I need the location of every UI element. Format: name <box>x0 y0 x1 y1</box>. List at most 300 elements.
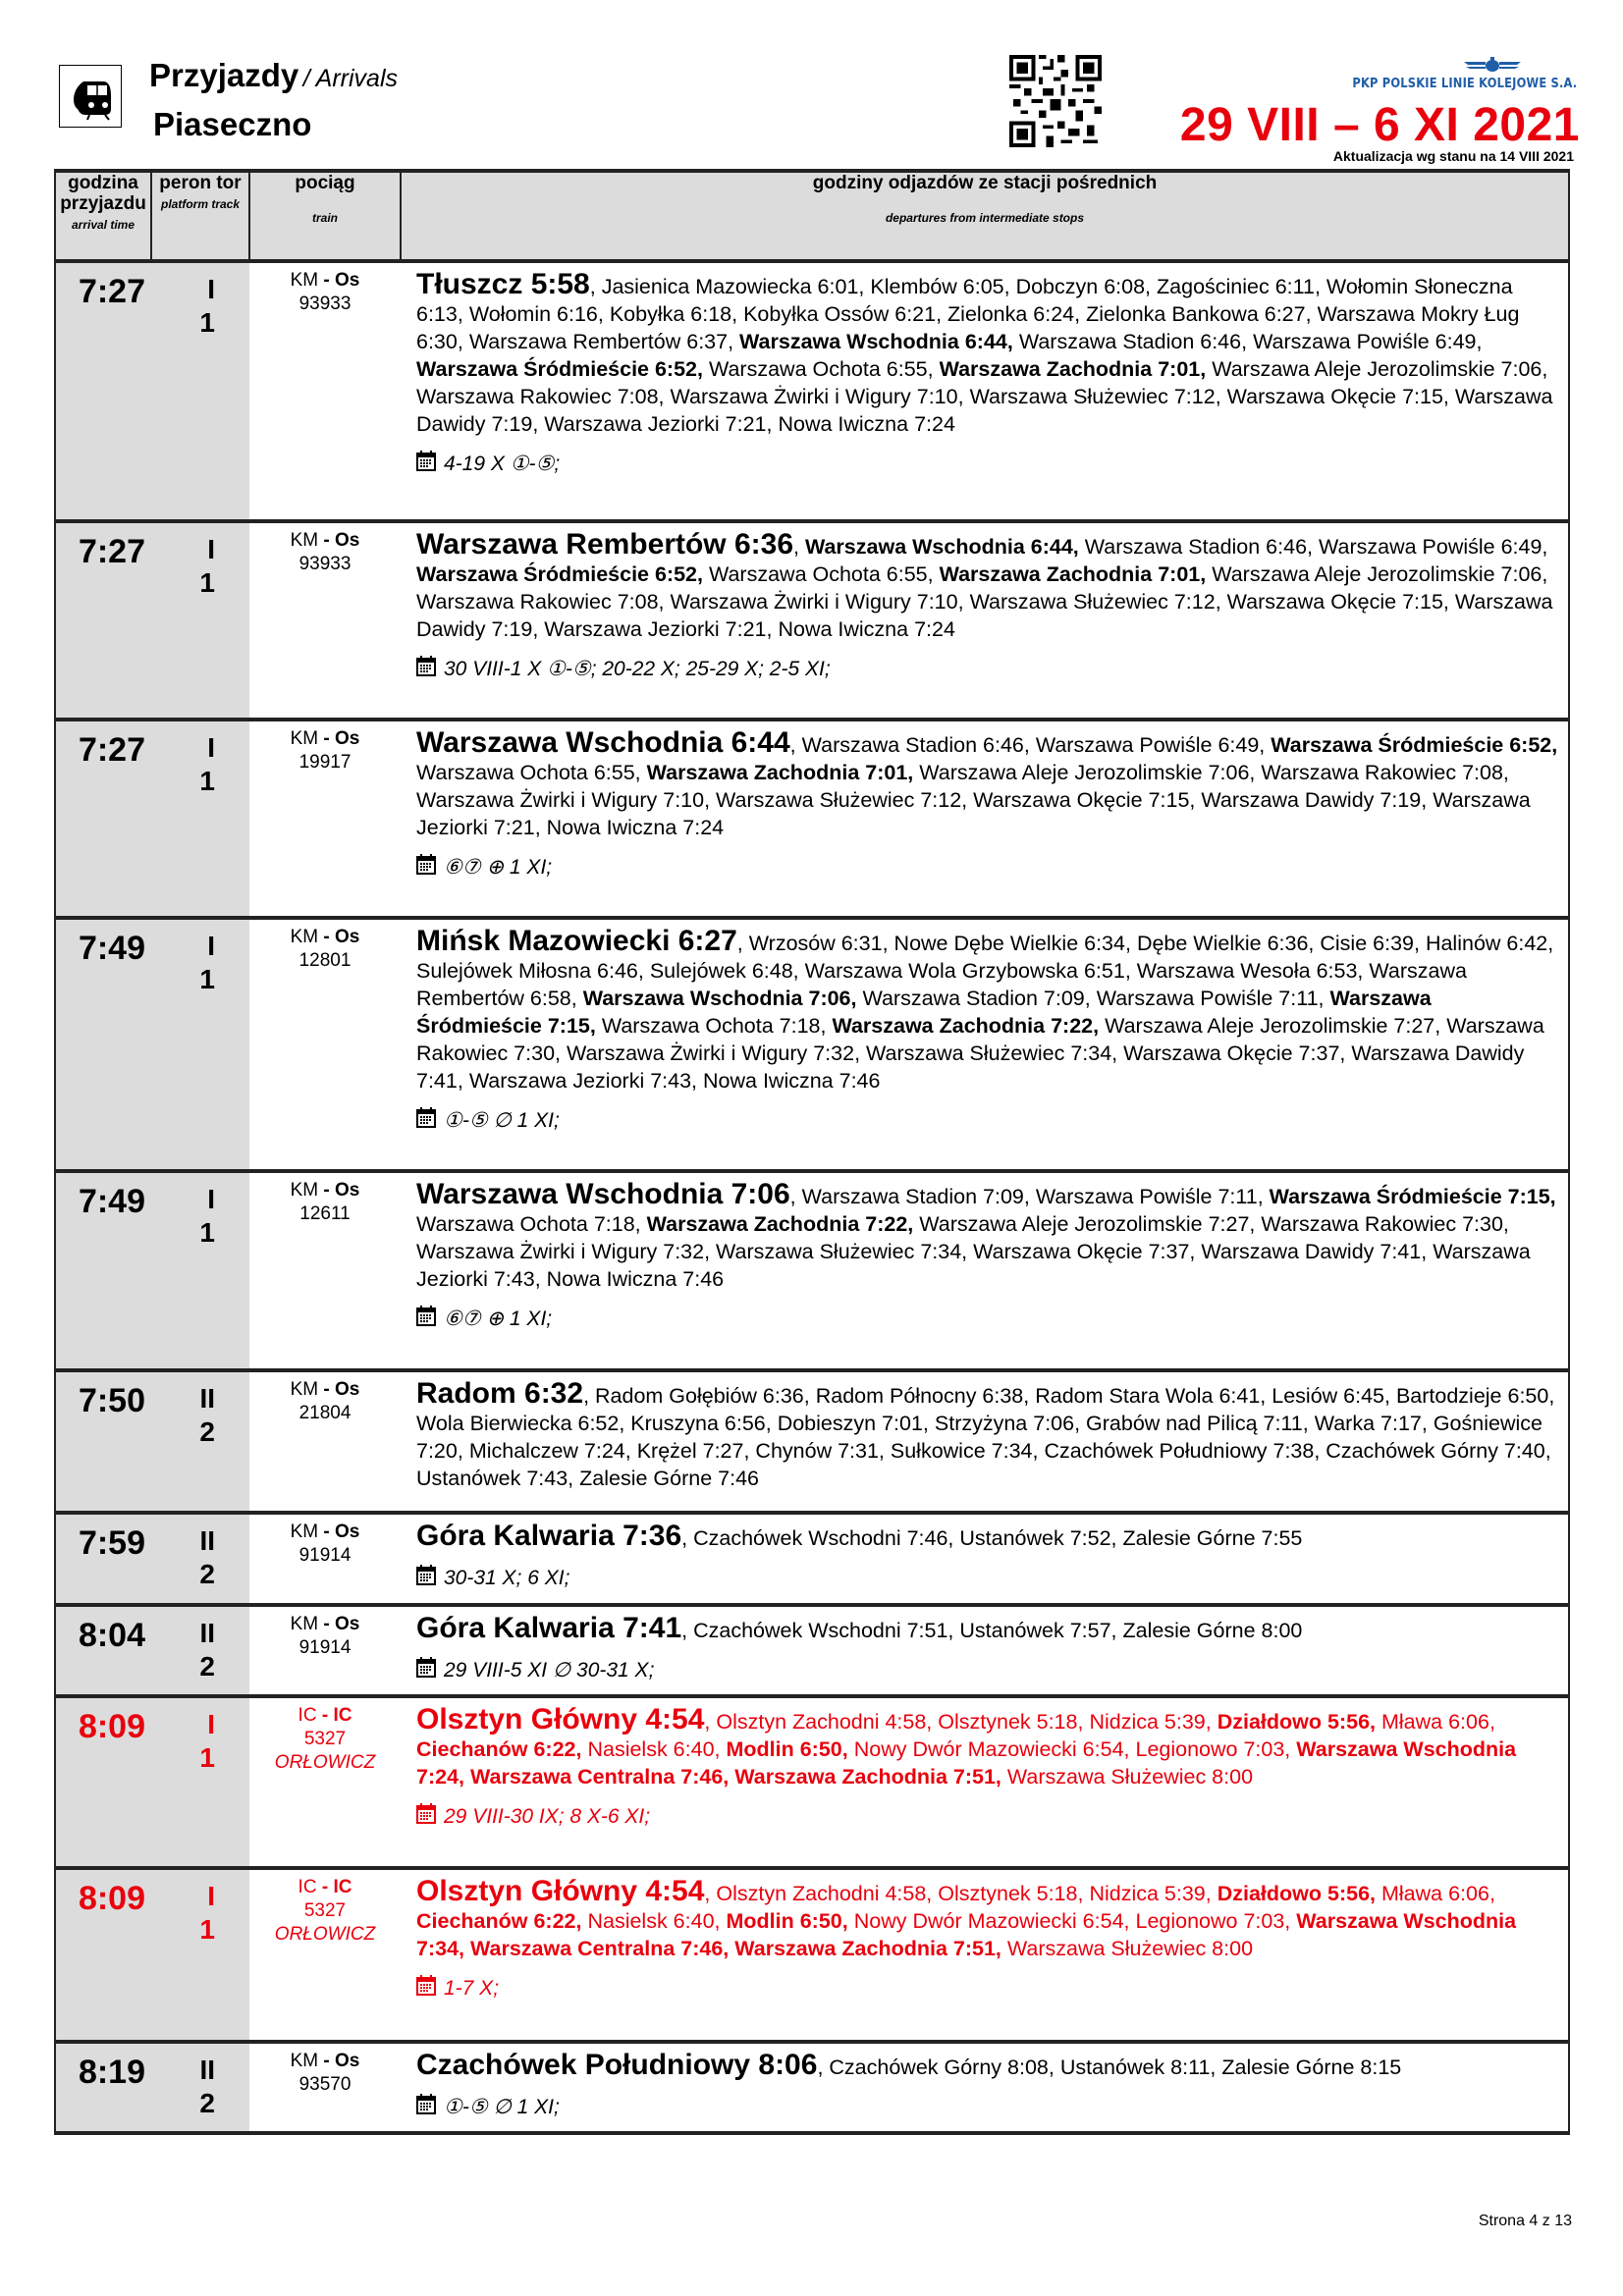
route <box>401 1513 1569 1605</box>
stop: Nowe Dębe Wielkie 6:34, <box>893 932 1131 955</box>
train-number: 12611 <box>299 1203 351 1224</box>
stop: Olsztyn Zachodni 4:58, <box>716 1710 933 1734</box>
stop: Warszawa Jeziorki 7:21, <box>416 788 1531 839</box>
stop: Radom Gołębiów 6:36, <box>595 1384 810 1408</box>
days-text: 29 VIII-30 IX; 8 X-6 XI; <box>444 1804 651 1828</box>
stop: Warszawa Jeziorki 7:43, <box>416 1240 1531 1291</box>
stop: Mława 6:06, <box>1381 1710 1495 1734</box>
train-category: KM - Os <box>290 927 360 947</box>
platform: I <box>207 274 215 304</box>
qr-code <box>1009 55 1102 147</box>
train-name: ORŁOWICZ <box>274 1752 376 1773</box>
stops-list: Olsztyn Główny 4:54, Olsztyn Zachodni 4:58, Olsztynek 5:18, Nidzica 5:39, Działdowo 5:56, Mława 6:06, Ciechanów 6:22, Nasielsk 6:40, Modlin 6:50, Nowy Dwór Mazowiecki 6:54, Legionowo 7:03, Warszawa Wschodnia 7:34, Warszawa Centralna 7:46, Warszawa Zachodnia 7:51, Warszawa Służewiec 8:00 <box>416 1875 1517 1960</box>
platform: II <box>199 1383 215 1414</box>
platform-track <box>151 1868 249 2042</box>
track: 2 <box>199 2088 215 2118</box>
arrival-time: 7:49 <box>55 918 151 1171</box>
stop: Zalesie Górne 7:55 <box>1122 1526 1303 1550</box>
title-en: / Arrivals <box>302 65 399 92</box>
column-header-train: pociąg train <box>249 171 401 261</box>
train-info <box>249 2042 401 2133</box>
stop: Radom Stara Wola 6:41, <box>1035 1384 1267 1408</box>
days-text: ⑥⑦ ⊕ 1 XI; <box>444 855 553 879</box>
origin-stop: Warszawa Rembertów 6:36 <box>416 528 794 561</box>
stop: Warszawa Rakowiec 7:08, <box>416 385 665 408</box>
stop: Kobyłka Ossów 6:21, <box>743 302 943 326</box>
operating-days <box>416 450 1558 478</box>
stop: Warszawa Służewiec 7:34, <box>716 1240 968 1263</box>
train-category: KM - Os <box>290 1180 360 1201</box>
origin-stop: Olsztyn Główny 4:54 <box>416 1875 705 1907</box>
stops-list: Góra Kalwaria 7:36, Czachówek Wschodni 7:46, Ustanówek 7:52, Zalesie Górne 7:55 <box>416 1520 1303 1552</box>
brand-name: PKP POLSKIE LINIE KOLEJOWE S.A. <box>1352 76 1577 91</box>
calendar-icon <box>416 2093 436 2121</box>
stop: Legionowo 7:03, <box>1135 1737 1291 1761</box>
stops-list: Warszawa Wschodnia 7:06, Warszawa Stadion 7:09, Warszawa Powiśle 7:11, Warszawa Śródmieście 7:15, Warszawa Ochota 7:18, Warszawa Zachodnia 7:22, Warszawa Aleje Jerozolimskie 7:27, Warszawa Rakowiec 7:30, Warszawa Żwirki i Wigury 7:32, Warszawa Służewiec 7:34, Warszawa Okęcie 7:37, Warszawa Dawidy 7:41, Warszawa Jeziorki 7:43, Nowa Iwiczna 7:46 <box>416 1178 1556 1291</box>
stop: Warszawa Żwirki i Wigury 7:10, <box>416 788 711 812</box>
stop: Legionowo 7:03, <box>1135 1909 1291 1933</box>
stop: Warszawa Aleje Jerozolimskie 7:06, <box>1212 562 1548 586</box>
stop: Warszawa Rakowiec 7:30, <box>1261 1212 1509 1236</box>
operating-days <box>416 1305 1558 1333</box>
train-info <box>249 521 401 720</box>
train-number: 91914 <box>298 1637 352 1658</box>
stop: Klembów 6:05, <box>870 275 1010 298</box>
stop: Warszawa Aleje Jerozolimskie 7:27, <box>1105 1014 1441 1038</box>
column-header-platform: peron tor platform track <box>151 171 249 261</box>
train-number: 93570 <box>298 2074 352 2095</box>
stop: Wołomin Słoneczna 6:13, <box>416 275 1513 326</box>
stop: Strzyżyna 7:06, <box>934 1412 1081 1435</box>
stop: Modlin 6:50, <box>726 1737 848 1761</box>
operating-days <box>416 1564 1558 1592</box>
column-header-intermediate-stops: godziny odjazdów ze stacji pośrednich departures from intermediate stops <box>401 171 1569 261</box>
table-row <box>55 2042 1569 2133</box>
stop: Warszawa Stadion 6:46, <box>1018 330 1248 353</box>
stop: Warszawa Zachodnia 7:22, <box>832 1014 1100 1038</box>
train-number: 12801 <box>298 950 352 971</box>
origin-stop: Tłuszcz 5:58 <box>416 268 590 300</box>
stop: Wrzosów 6:31, <box>748 932 889 955</box>
calendar-icon <box>416 1564 436 1592</box>
days-text: ①-⑤ ∅ 1 XI; <box>444 2095 560 2118</box>
calendar-icon <box>416 1656 436 1684</box>
stop: Warszawa Okęcie 7:15, <box>973 788 1196 812</box>
stop: Dobczyn 6:08, <box>1015 275 1152 298</box>
platform: I <box>207 1184 215 1214</box>
platform-track <box>151 1605 249 1696</box>
arrival-time: 8:19 <box>55 2042 151 2133</box>
origin-stop: Czachówek Południowy 8:06 <box>416 2049 818 2081</box>
stop: Nowa Iwiczna 7:46 <box>703 1069 881 1093</box>
route <box>401 918 1569 1171</box>
operating-days <box>416 1656 1558 1684</box>
stop: Warszawa Zachodnia 7:01, <box>939 562 1207 586</box>
origin-stop: Góra Kalwaria 7:41 <box>416 1612 682 1644</box>
stop: Warszawa Żwirki i Wigury 7:10, <box>670 385 964 408</box>
stop: Warszawa Śródmieście 6:52, <box>416 562 703 586</box>
stop: Warszawa Powiśle 7:11, <box>1035 1185 1264 1208</box>
stop: Wołomin 6:16, <box>468 302 604 326</box>
stop: Warszawa Aleje Jerozolimskie 7:27, <box>919 1212 1256 1236</box>
stop: Jasienica Mazowiecka 6:01, <box>601 275 865 298</box>
train-info <box>249 1171 401 1370</box>
platform-track <box>151 521 249 720</box>
train-info <box>249 1605 401 1696</box>
stop: Kruszyna 6:56, <box>630 1412 772 1435</box>
platform: I <box>207 1709 215 1739</box>
train-info <box>249 1868 401 2042</box>
platform: I <box>207 1881 215 1911</box>
train-number: 21804 <box>298 1403 352 1423</box>
stop: Warszawa Ochota 6:55, <box>416 761 641 784</box>
track: 1 <box>199 1742 215 1773</box>
stop: Warszawa Okęcie 7:37, <box>973 1240 1196 1263</box>
stop: Warszawa Wschodnia 7:24, <box>416 1737 1517 1789</box>
platform: II <box>199 1525 215 1556</box>
stop: Warszawa Ochota 6:55, <box>708 562 934 586</box>
platform-track <box>151 1171 249 1370</box>
train-category: KM - Os <box>290 530 360 551</box>
validity-period: 29 VIII – 6 XI 2021 <box>1179 99 1580 151</box>
stops-list: Góra Kalwaria 7:41, Czachówek Wschodni 7:51, Ustanówek 7:57, Zalesie Górne 8:00 <box>416 1612 1303 1644</box>
stop: Warszawa Żwirki i Wigury 7:10, <box>670 590 964 614</box>
train-info <box>249 1370 401 1513</box>
train-name: ORŁOWICZ <box>274 1924 376 1945</box>
platform: I <box>207 534 215 564</box>
arrival-time: 8:04 <box>55 1605 151 1696</box>
track: 1 <box>199 1217 215 1248</box>
stop: Olsztyn Zachodni 4:58, <box>716 1882 933 1905</box>
train-number: 19917 <box>298 752 352 773</box>
stop: Działdowo 5:56, <box>1217 1710 1377 1734</box>
stop: Warszawa Wschodnia 7:34, <box>416 1909 1517 1960</box>
stop: Sulejówek 6:48, <box>649 959 799 983</box>
stop: Warszawa Dawidy 7:19, <box>416 385 1553 436</box>
arrival-time: 7:27 <box>55 261 151 521</box>
stop: Warszawa Wola Grzybowska 6:51, <box>804 959 1131 983</box>
operating-days <box>416 1106 1558 1135</box>
stop: Sulejówek Miłosna 6:46, <box>416 959 644 983</box>
route <box>401 1696 1569 1868</box>
stop: Warszawa Powiśle 6:49, <box>1319 535 1548 559</box>
stop: Nowa Iwiczna 7:24 <box>778 617 955 641</box>
origin-stop: Mińsk Mazowiecki 6:27 <box>416 925 737 957</box>
origin-stop: Radom 6:32 <box>416 1377 584 1410</box>
stop: Warszawa Mokry Ług 6:30, <box>416 302 1520 353</box>
operating-days <box>416 853 1558 881</box>
stop: Ustanówek 7:43, <box>416 1467 574 1490</box>
track: 1 <box>199 964 215 994</box>
stop: Nowa Iwiczna 7:24 <box>778 412 955 436</box>
table-header-row <box>55 171 1569 261</box>
stops-list: Czachówek Południowy 8:06, Czachówek Górny 8:08, Ustanówek 8:11, Zalesie Górne 8:15 <box>416 2049 1402 2081</box>
train-category: IC - IC <box>298 1877 352 1897</box>
days-text: 1-7 X; <box>444 1976 500 2000</box>
stops-list: Mińsk Mazowiecki 6:27, Wrzosów 6:31, Nowe Dębe Wielkie 6:34, Dębe Wielkie 6:36, Cisie 6:39, Halinów 6:42, Sulejówek Miłosna 6:46, Sulejówek 6:48, Warszawa Wola Grzybowska 6:51, Warszawa Wesoła 6:53, Warszawa Rembertów 6:58, Warszawa Wschodnia 7:06, Warszawa Stadion 7:09, Warszawa Powiśle 7:11, Warszawa Śródmieście 7:15, Warszawa Ochota 7:18, Warszawa Zachodnia 7:22, Warszawa Aleje Jerozolimskie 7:27, Warszawa Rakowiec 7:30, Warszawa Żwirki i Wigury 7:32, Warszawa Służewiec 7:34, Warszawa Okęcie 7:37, Warszawa Dawidy 7:41, Warszawa Jeziorki 7:43, Nowa Iwiczna 7:46 <box>416 925 1554 1093</box>
stop: Ciechanów 6:22, <box>416 1737 582 1761</box>
stop: Radom Północny 6:38, <box>815 1384 1030 1408</box>
stop: Dobieszyn 7:01, <box>777 1412 929 1435</box>
pkp-logo-icon <box>1462 56 1523 74</box>
route <box>401 1370 1569 1513</box>
calendar-icon <box>416 853 436 881</box>
stop: Sułkowice 7:34, <box>890 1439 1039 1463</box>
stop: Zielonka 6:24, <box>947 302 1081 326</box>
stop: Nowa Iwiczna 7:24 <box>546 816 725 839</box>
stop: Czachówek Południowy 7:38, <box>1044 1439 1321 1463</box>
stop: Warszawa Stadion 6:46, <box>1084 535 1314 559</box>
stop: Warszawa Służewiec 7:12, <box>716 788 968 812</box>
days-text: 29 VIII-5 XI ∅ 30-31 X; <box>444 1658 655 1682</box>
train-number: 5327 <box>303 1729 347 1749</box>
train-category: KM - Os <box>290 2051 360 2071</box>
calendar-icon <box>416 1106 436 1135</box>
stop: Wola Bierwiecka 6:52, <box>416 1412 625 1435</box>
stops-list: Warszawa Wschodnia 6:44, Warszawa Stadion 6:46, Warszawa Powiśle 6:49, Warszawa Śródmieście 6:52, Warszawa Ochota 6:55, Warszawa Zachodnia 7:01, Warszawa Aleje Jerozolimskie 7:06, Warszawa Rakowiec 7:08, Warszawa Żwirki i Wigury 7:10, Warszawa Służewiec 7:12, Warszawa Okęcie 7:15, Warszawa Dawidy 7:19, Warszawa Jeziorki 7:21, Nowa Iwiczna 7:24 <box>416 726 1558 839</box>
train-category: KM - Os <box>290 1614 360 1634</box>
platform-track <box>151 1696 249 1868</box>
stop: Warszawa Rakowiec 7:30, <box>416 1014 1544 1065</box>
stop: Grabów nad Pilicą 7:11, <box>1086 1412 1309 1435</box>
stop: Warszawa Dawidy 7:19, <box>1201 788 1428 812</box>
stop: Bartodzieje 6:50, <box>1395 1384 1555 1408</box>
stop: Warszawa Okęcie 7:37, <box>1123 1041 1346 1065</box>
title-pl: Przyjazdy <box>149 57 299 93</box>
page-title <box>149 57 398 94</box>
stop: Nowy Dwór Mazowiecki 6:54, <box>853 1909 1130 1933</box>
stop: Warszawa Śródmieście 6:52, <box>1271 733 1558 757</box>
stop: Chynów 7:31, <box>755 1439 885 1463</box>
stop: Warszawa Ochota 6:55, <box>708 357 934 381</box>
train-number: 93933 <box>298 294 352 314</box>
origin-stop: Olsztyn Główny 4:54 <box>416 1703 705 1735</box>
table-row <box>55 521 1569 720</box>
stop: Warszawa Dawidy 7:41, <box>1201 1240 1428 1263</box>
stop: Warszawa Powiśle 6:49, <box>1035 733 1266 757</box>
stop: Nidzica 5:39, <box>1089 1882 1212 1905</box>
platform: I <box>207 732 215 763</box>
stop: Dębe Wielkie 6:36, <box>1136 932 1315 955</box>
train-category: IC - IC <box>298 1705 352 1726</box>
train-category: KM - Os <box>290 1522 360 1542</box>
train-category: KM - Os <box>290 270 360 291</box>
stop: Ciechanów 6:22, <box>416 1909 582 1933</box>
stop: Warszawa Jeziorki 7:21, <box>544 617 773 641</box>
train-info <box>249 720 401 918</box>
stop: Nowa Iwiczna 7:46 <box>546 1267 725 1291</box>
train-number: 93933 <box>298 554 352 574</box>
stop: Warszawa Centralna 7:46, <box>470 1937 730 1960</box>
stop: Warszawa Powiśle 7:11, <box>1096 987 1325 1010</box>
days-text: 30-31 X; 6 XI; <box>444 1566 570 1589</box>
arrival-time: 8:09 <box>55 1696 151 1868</box>
stop: Warszawa Zachodnia 7:01, <box>939 357 1207 381</box>
column-header-arrival-time: godzina przyjazdu arrival time <box>55 171 151 261</box>
stop: Olsztynek 5:18, <box>938 1882 1084 1905</box>
track: 1 <box>199 567 215 598</box>
table-row <box>55 1696 1569 1868</box>
calendar-icon <box>416 655 436 683</box>
stop: Michalczew 7:24, <box>468 1439 631 1463</box>
calendar-icon <box>416 1305 436 1333</box>
station-name: Piaseczno <box>153 106 312 142</box>
table-row <box>55 1868 1569 2042</box>
stops-list: Warszawa Rembertów 6:36, Warszawa Wschodnia 6:44, Warszawa Stadion 6:46, Warszawa Powiśle 6:49, Warszawa Śródmieście 6:52, Warszawa Ochota 6:55, Warszawa Zachodnia 7:01, Warszawa Aleje Jerozolimskie 7:06, Warszawa Rakowiec 7:08, Warszawa Żwirki i Wigury 7:10, Warszawa Służewiec 7:12, Warszawa Okęcie 7:15, Warszawa Dawidy 7:19, Warszawa Jeziorki 7:21, Nowa Iwiczna 7:24 <box>416 528 1553 641</box>
days-text: ⑥⑦ ⊕ 1 XI; <box>444 1307 553 1330</box>
stop: Ustanówek 8:11, <box>1059 2056 1217 2079</box>
stop: Nidzica 5:39, <box>1089 1710 1212 1734</box>
stop: Warszawa Dawidy 7:19, <box>416 590 1553 641</box>
stop: Czachówek Wschodni 7:51, <box>693 1619 954 1642</box>
stop: Warszawa Żwirki i Wigury 7:32, <box>416 1240 711 1263</box>
train-info <box>249 1513 401 1605</box>
platform-track <box>151 2042 249 2133</box>
update-note: Aktualizacja wg stanu na 14 VIII 2021 <box>1332 148 1574 164</box>
stop: Warszawa Aleje Jerozolimskie 7:06, <box>1212 357 1548 381</box>
stop: Zalesie Górne 8:00 <box>1122 1619 1303 1642</box>
days-text: ①-⑤ ∅ 1 XI; <box>444 1108 560 1132</box>
table-row <box>55 1370 1569 1513</box>
stop: Lesiów 6:45, <box>1271 1384 1390 1408</box>
stop: Warszawa Rakowiec 7:08, <box>1261 761 1509 784</box>
arrival-time: 7:50 <box>55 1370 151 1513</box>
train-number: 91914 <box>298 1545 352 1566</box>
table-row <box>55 918 1569 1171</box>
calendar-icon <box>416 450 436 478</box>
stop: Warszawa Żwirki i Wigury 7:32, <box>566 1041 861 1065</box>
stop: Warszawa Stadion 6:46, <box>801 733 1030 757</box>
stop: Warszawa Służewiec 7:34, <box>866 1041 1118 1065</box>
stop: Halinów 6:42, <box>1425 932 1554 955</box>
stop: Warka 7:17, <box>1314 1412 1428 1435</box>
stop: Cisie 6:39, <box>1320 932 1420 955</box>
arrivals-table <box>54 169 1570 2135</box>
stop: Czachówek Górny 7:40, <box>1325 1439 1551 1463</box>
route <box>401 2042 1569 2133</box>
stop: Czachówek Górny 8:08, <box>829 2056 1055 2079</box>
stop: Warszawa Okęcie 7:15, <box>1226 385 1449 408</box>
stop: Warszawa Powiśle 6:49, <box>1253 330 1483 353</box>
stop: Warszawa Śródmieście 7:15, <box>416 987 1432 1038</box>
train-number: 5327 <box>303 1900 347 1921</box>
stop: Warszawa Wschodnia 6:44, <box>804 535 1079 559</box>
stop: Warszawa Zachodnia 7:01, <box>646 761 914 784</box>
stop: Warszawa Wschodnia 6:44, <box>739 330 1013 353</box>
stop: Zagościniec 6:11, <box>1157 275 1321 298</box>
stop: Warszawa Służewiec 7:12, <box>969 385 1221 408</box>
stop: Warszawa Jeziorki 7:21, <box>544 412 773 436</box>
train-info <box>249 918 401 1171</box>
stop: Warszawa Stadion 7:09, <box>862 987 1091 1010</box>
operating-days <box>416 1974 1558 2002</box>
train-info <box>249 1696 401 1868</box>
stop: Warszawa Rakowiec 7:08, <box>416 590 665 614</box>
stop: Nasielsk 6:40, <box>587 1909 721 1933</box>
table-row <box>55 1605 1569 1696</box>
stop: Działdowo 5:56, <box>1217 1882 1377 1905</box>
calendar-icon <box>416 1974 436 2002</box>
stop: Warszawa Ochota 7:18, <box>416 1212 641 1236</box>
stop: Ustanówek 7:57, <box>959 1619 1117 1642</box>
stops-list: Radom 6:32, Radom Gołębiów 6:36, Radom Północny 6:38, Radom Stara Wola 6:41, Lesiów 6:45, Bartodzieje 6:50, Wola Bierwiecka 6:52, Kruszyna 6:56, Dobieszyn 7:01, Strzyżyna 7:06, Grabów nad Pilicą 7:11, Warka 7:17, Gośniewice 7:20, Michalczew 7:24, Krężel 7:27, Chynów 7:31, Sułkowice 7:34, Czachówek Południowy 7:38, Czachówek Górny 7:40, Ustanówek 7:43, Zalesie Górne 7:46 <box>416 1377 1555 1490</box>
train-front-icon <box>59 65 122 128</box>
stop: Olsztynek 5:18, <box>938 1710 1084 1734</box>
stop: Warszawa Okęcie 7:15, <box>1226 590 1449 614</box>
stop: Zielonka Bankowa 6:27, <box>1086 302 1312 326</box>
stop: Warszawa Centralna 7:46, <box>470 1765 730 1789</box>
origin-stop: Warszawa Wschodnia 7:06 <box>416 1178 790 1210</box>
stop: Czachówek Wschodni 7:46, <box>693 1526 954 1550</box>
platform: II <box>199 1618 215 1648</box>
origin-stop: Góra Kalwaria 7:36 <box>416 1520 682 1552</box>
arrival-time: 7:49 <box>55 1171 151 1370</box>
track: 1 <box>199 307 215 338</box>
platform: II <box>199 2055 215 2085</box>
track: 2 <box>199 1651 215 1682</box>
stop: Warszawa Dawidy 7:41, <box>416 1041 1525 1093</box>
stop: Krężel 7:27, <box>636 1439 750 1463</box>
stop: Warszawa Zachodnia 7:51, <box>734 1937 1001 1960</box>
track: 2 <box>199 1416 215 1447</box>
stop: Warszawa Zachodnia 7:22, <box>646 1212 914 1236</box>
operating-days <box>416 655 1558 683</box>
stop: Warszawa Aleje Jerozolimskie 7:06, <box>919 761 1256 784</box>
stop: Modlin 6:50, <box>726 1909 848 1933</box>
train-category: KM - Os <box>290 1379 360 1400</box>
stop: Warszawa Wschodnia 7:06, <box>582 987 857 1010</box>
arrival-time: 8:09 <box>55 1868 151 2042</box>
route <box>401 521 1569 720</box>
days-text: 4-19 X ①-⑤; <box>444 452 561 475</box>
route <box>401 261 1569 521</box>
stop: Warszawa Zachodnia 7:51, <box>734 1765 1001 1789</box>
stop: Warszawa Rembertów 6:58, <box>416 959 1467 1010</box>
stop: Warszawa Wesoła 6:53, <box>1136 959 1364 983</box>
stops-list: Olsztyn Główny 4:54, Olsztyn Zachodni 4:58, Olsztynek 5:18, Nidzica 5:39, Działdowo 5:56, Mława 6:06, Ciechanów 6:22, Nasielsk 6:40, Modlin 6:50, Nowy Dwór Mazowiecki 6:54, Legionowo 7:03, Warszawa Wschodnia 7:24, Warszawa Centralna 7:46, Warszawa Zachodnia 7:51, Warszawa Służewiec 8:00 <box>416 1703 1517 1789</box>
origin-stop: Warszawa Wschodnia 6:44 <box>416 726 790 759</box>
stop: Warszawa Stadion 7:09, <box>801 1185 1030 1208</box>
days-text: 30 VIII-1 X ①-⑤; 20-22 X; 25-29 X; 2-5 XI; <box>444 657 831 680</box>
stop: Warszawa Śródmieście 6:52, <box>416 357 703 381</box>
stop: Nowy Dwór Mazowiecki 6:54, <box>853 1737 1130 1761</box>
page-number: Strona 4 z 13 <box>1478 2213 1572 2229</box>
calendar-icon <box>416 1802 436 1831</box>
stop: Warszawa Służewiec 8:00 <box>1006 1937 1254 1960</box>
stop: Warszawa Rembertów 6:37, <box>468 330 734 353</box>
arrival-time: 7:27 <box>55 720 151 918</box>
arrival-time: 7:59 <box>55 1513 151 1605</box>
platform-track <box>151 261 249 521</box>
route <box>401 720 1569 918</box>
stops-list: Tłuszcz 5:58, Jasienica Mazowiecka 6:01, Klembów 6:05, Dobczyn 6:08, Zagościniec 6:11, Wołomin Słoneczna 6:13, Wołomin 6:16, Kobyłka 6:18, Kobyłka Ossów 6:21, Zielonka 6:24, Zielonka Bankowa 6:27, Warszawa Mokry Ług 6:30, Warszawa Rembertów 6:37, Warszawa Wschodnia 6:44, Warszawa Stadion 6:46, Warszawa Powiśle 6:49, Warszawa Śródmieście 6:52, Warszawa Ochota 6:55, Warszawa Zachodnia 7:01, Warszawa Aleje Jerozolimskie 7:06, Warszawa Rakowiec 7:08, Warszawa Żwirki i Wigury 7:10, Warszawa Służewiec 7:12, Warszawa Okęcie 7:15, Warszawa Dawidy 7:19, Warszawa Jeziorki 7:21, Nowa Iwiczna 7:24 <box>416 268 1553 436</box>
stop: Mława 6:06, <box>1381 1882 1495 1905</box>
table-row <box>55 720 1569 918</box>
arrival-time: 7:27 <box>55 521 151 720</box>
stop: Kobyłka 6:18, <box>609 302 738 326</box>
stop: Ustanówek 7:52, <box>959 1526 1117 1550</box>
operating-days <box>416 1802 1558 1831</box>
route <box>401 1171 1569 1370</box>
route <box>401 1605 1569 1696</box>
operating-days <box>416 2093 1558 2121</box>
platform-track <box>151 1370 249 1513</box>
table-body <box>55 261 1569 2133</box>
track: 1 <box>199 1914 215 1945</box>
track: 2 <box>199 1559 215 1589</box>
stop: Warszawa Śródmieście 7:15, <box>1269 1185 1556 1208</box>
stop: Warszawa Służewiec 8:00 <box>1006 1765 1254 1789</box>
